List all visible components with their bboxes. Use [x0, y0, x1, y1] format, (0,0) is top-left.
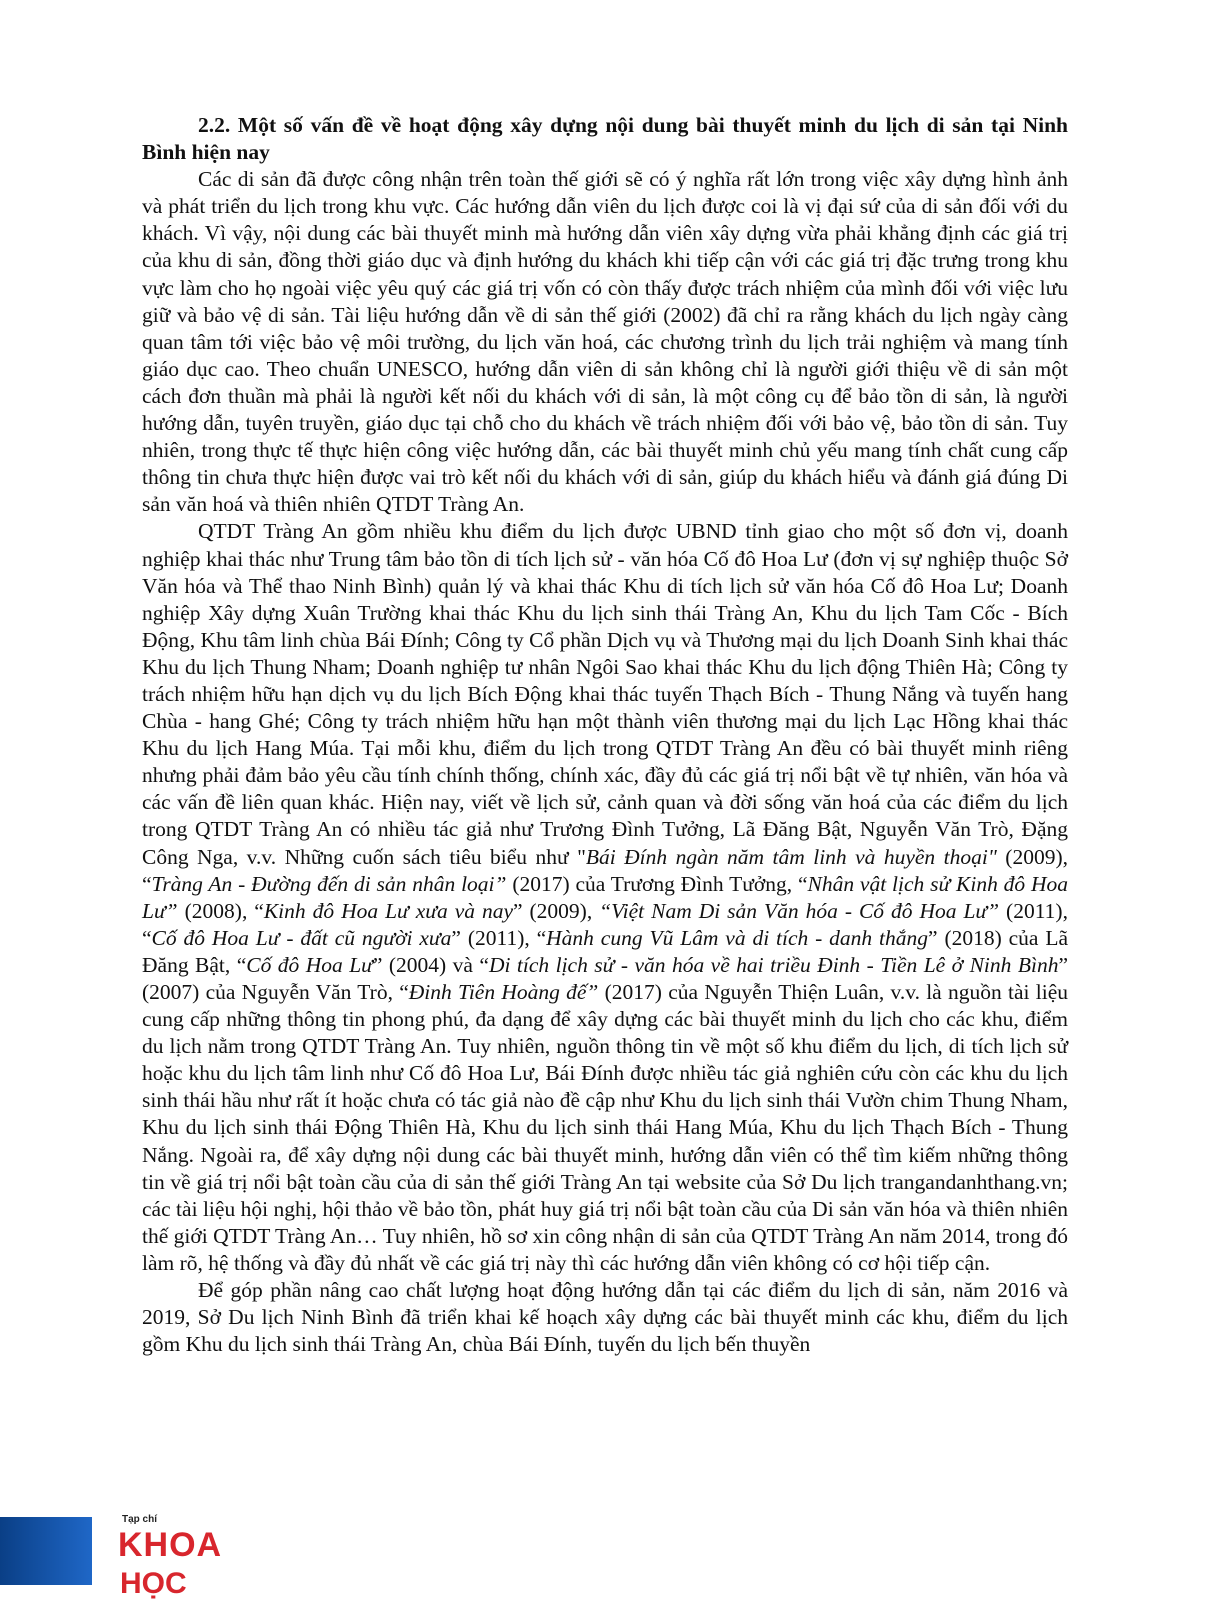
text-run: (2017) của Nguyễn Thiện Luân, v.v. là nguồn tài liệu cung cấp những thông tin phong phú, đa dạng để xây dựng các bài thuyết minh du lịch cho các khu, điểm du lịch nằm trong QTDT Tràng An. Tuy nhiên, nguồn thông tin về một số khu điểm du lịch, di tích lịch sử hoặc khu du lịch tâm linh như Cố đô Hoa Lư, Bái Đính được nhiều tác giả nghiên cứu còn các khu du lịch sinh thái hầu như rất ít hoặc chưa có tác giả nào đề cập như Khu du lịch sinh thái Vườn chim Thung Nham, Khu du lịch sinh thái Động Thiên Hà, Khu du lịch sinh thái Hang Múa, Khu du lịch Thạch Bích - Thung Nắng. Ngoài ra, để xây dựng nội dung các bài thuyết minh, hướng dẫn viên có thể tìm kiếm những thông tin về giá trị nổi bật toàn cầu của di sản thế giới Tràng An tại website của Sở Du lịch trangandanhthang.vn; các tài liệu hội nghị, hội thảo về bảo tồn, phát huy giá trị nổi bật toàn cầu của Di sản văn hóa và thiên nhiên thế giới QTDT Tràng An… Tuy nhiên, hồ sơ xin công nhận di sản của QTDT Tràng An năm 2014, trong đó làm rõ, hệ thống và đầy đủ nhất về các giá trị này thì các hướng dẫn viên không có cơ hội tiếp cận.	[142, 980, 1068, 1275]
book-title: Di tích lịch sử - văn hóa về hai triều Đinh - Tiền Lê ở Ninh Bình	[488, 952, 1059, 977]
book-title: Đinh Tiên Hoàng đế”	[408, 980, 599, 1004]
text-run: ” (2018) của Lã Đăng Bật, “	[142, 925, 1069, 977]
footer-color-bar	[0, 1517, 92, 1585]
text-run: (2008), “	[177, 898, 264, 923]
paragraph-3: Để góp phần nâng cao chất lượng hoạt động hướng dẫn tại các điểm du lịch di sản, năm 2016 và 2019, Sở Du lịch Ninh Bình đã triển khai kế hoạch xây dựng các bài thuyết minh các khu, điểm du lịch gồm Khu du lịch sinh thái Tràng An, chùa Bái Đính, tuyến du lịch bến thuyền	[142, 1278, 1068, 1357]
text-run: ” (2011), “	[451, 925, 547, 950]
book-title: Kinh đô Hoa Lư xưa và nay	[263, 898, 513, 923]
section-heading: 2.2. Một số vấn đề về hoạt động xây dựng nội dung bài thuyết minh du lịch di sản tại Ninh Bình hiện nay	[142, 113, 1068, 165]
article-body	[142, 112, 1068, 1358]
book-title: Cố đô Hoa Lư - đất cũ người xưa	[151, 925, 452, 950]
book-title: Nhân vật lịch sử Kinh đô Hoa Lư”	[142, 871, 1069, 923]
book-title: Tràng An - Đường đến di sản nhân loại”	[151, 871, 507, 896]
book-title: Cố đô Hoa Lư	[246, 952, 373, 977]
text-run: (2011), “	[142, 898, 1068, 950]
book-title: Hành cung Vũ Lâm và di tích - danh thắng	[546, 925, 929, 950]
book-title: Bái Đính ngàn năm tâm linh và huyền thoại"	[585, 844, 997, 869]
text-run: (2009), “	[142, 844, 1068, 896]
logo-main-text: KHOA	[118, 1526, 223, 1564]
book-title: “Việt Nam Di sản Văn hóa - Cố đô Hoa Lư”	[599, 898, 1000, 923]
logo-sub-text: HỌC	[120, 1567, 187, 1600]
text-run: ” (2004) và “	[372, 952, 489, 977]
text-run: QTDT Tràng An gồm nhiều khu điểm du lịch được UBND tỉnh giao cho một số đơn vị, doanh nghiệp khai thác như Trung tâm bảo tồn di tích lịch sử - văn hóa Cố đô Hoa Lư (đơn vị sự nghiệp thuộc Sở Văn hóa và Thể thao Ninh Bình) quản lý và khai thác Khu di tích lịch sử văn hóa Cố đô Hoa Lư; Doanh nghiệp Xây dựng Xuân Trường khai thác Khu du lịch sinh thái Tràng An, Khu du lịch Tam Cốc - Bích Động, Khu tâm linh chùa Bái Đính; Công ty Cổ phần Dịch vụ và Thương mại du lịch Doanh Sinh khai thác Khu du lịch Thung Nham; Doanh nghiệp tư nhân Ngôi Sao khai thác Khu du lịch động Thiên Hà; Công ty trách nhiệm hữu hạn dịch vụ du lịch Bích Động khai thác tuyến Thạch Bích - Thung Nắng và tuyến hang Chùa - hang Ghé; Công ty trách nhiệm hữu hạn một thành viên thương mại du lịch Lạc Hồng khai thác Khu du lịch Hang Múa. Tại mỗi khu, điểm du lịch trong QTDT Tràng An đều có bài thuyết minh riêng nhưng phải đảm bảo yêu cầu tính chính thống, chính xác, đầy đủ các giá trị nổi bật về tự nhiên, văn hóa và các vấn đề liên quan khác. Hiện nay, viết về lịch sử, cảnh quan và đời sống văn hoá của các điểm du lịch trong QTDT Tràng An có nhiều tác giả như Trương Đình Tưởng, Lã Đăng Bật, Nguyễn Văn Trò, Đặng Công Nga, v.v. Những cuốn sách tiêu biểu như "	[142, 519, 1068, 869]
text-run: (2017) của Trương Đình Tưởng, “	[506, 871, 808, 896]
journal-logo	[118, 1514, 278, 1600]
logo-small-text: Tạp chí	[122, 1514, 158, 1525]
paragraph-2	[142, 518, 1068, 1277]
text-run: ” (2009),	[513, 898, 600, 923]
paragraph-1: Các di sản đã được công nhận trên toàn thế giới sẽ có ý nghĩa rất lớn trong việc xây dựng hình ảnh và phát triển du lịch trong khu vực. Các hướng dẫn viên du lịch được coi là vị đại sứ của di sản đối với du khách. Vì vậy, nội dung các bài thuyết minh mà hướng dẫn viên xây dựng vừa phải khẳng định các giá trị của khu di sản, đồng thời giáo dục và định hướng du khách khi tiếp cận với các giá trị đặc trưng trong khu vực làm cho họ ngoài việc yêu quý các giá trị vốn có còn thấy được trách nhiệm của mình đối với việc lưu giữ và bảo vệ di sản. Tài liệu hướng dẫn về di sản thế giới (2002) đã chỉ ra rằng khách du lịch ngày càng quan tâm tới việc bảo vệ môi trường, du lịch văn hoá, các chương trình du lịch trải nghiệm và mang tính giáo dục cao. Theo chuẩn UNESCO, hướng dẫn viên di sản không chỉ là người giới thiệu về di sản một cách đơn thuần mà phải là người kết nối du khách với di sản, là một công cụ để bảo tồn di sản, là người hướng dẫn, tuyên truyền, giáo dục tại chỗ cho du khách về trách nhiệm đối với bảo vệ, bảo tồn di sản. Tuy nhiên, trong thực tế thực hiện công việc hướng dẫn, các bài thuyết minh chủ yếu mang tính chất cung cấp thông tin chưa thực hiện được vai trò kết nối du khách với di sản, giúp du khách hiểu và đánh giá đúng Di sản văn hoá và thiên nhiên QTDT Tràng An.	[142, 167, 1068, 517]
text-run: ” (2007) của Nguyễn Văn Trò, “	[142, 952, 1069, 1004]
